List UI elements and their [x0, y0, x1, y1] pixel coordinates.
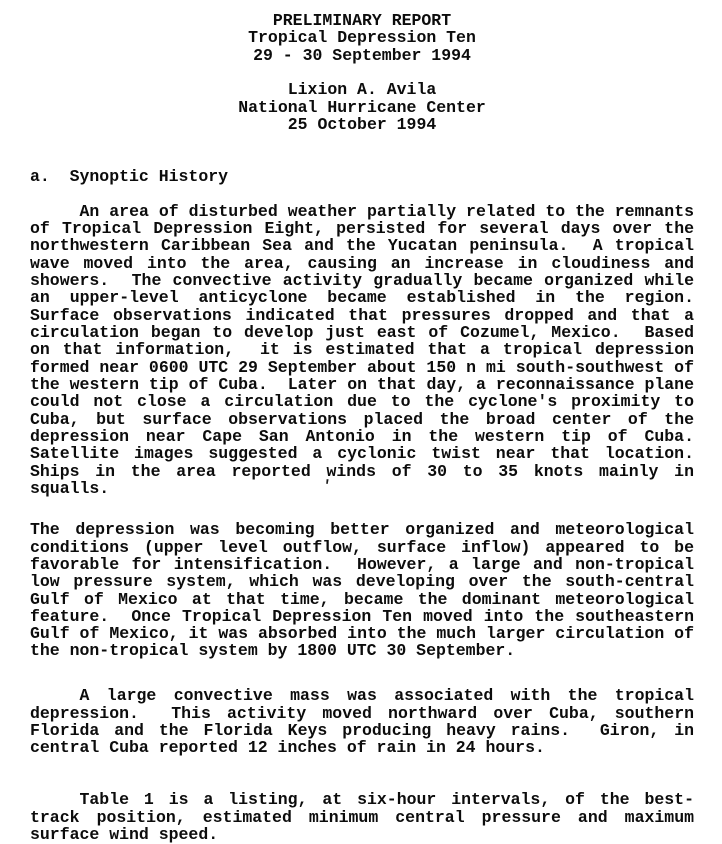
- report-line: Gulf of Mexico, it was absorbed into the much larger circulation of: [30, 624, 694, 644]
- report-line: surface wind speed.: [30, 824, 219, 844]
- report-header: [30, 12, 694, 133]
- paragraph: [30, 203, 694, 498]
- report-line: showers. The convective activity gradually became organized while: [30, 270, 694, 290]
- storm-name: Tropical Depression Ten: [248, 28, 476, 48]
- report-date: 25 October 1994: [287, 114, 437, 134]
- report-line: circulation began to develop just east of Cozumel, Mexico. Based: [30, 322, 694, 342]
- paragraph: [30, 791, 694, 843]
- report-line: track position, estimated minimum central pressure and maximum: [30, 807, 694, 827]
- report-line: feature. Once Tropical Depression Ten moved into the southeastern: [30, 606, 694, 626]
- report-line: depression near Cape San Antonio in the western tip of Cuba.: [30, 426, 694, 446]
- paragraph: [30, 687, 694, 756]
- report-line: Gulf of Mexico at that time, became the dominant meteorological: [30, 589, 694, 609]
- report-line: the non-tropical system by 1800 UTC 30 September.: [30, 641, 516, 661]
- report-line: an upper-level anticyclone became established in the region.: [30, 288, 694, 308]
- report-content: [30, 12, 694, 843]
- author-affiliation: National Hurricane Center: [238, 97, 486, 117]
- report-line: A large convective mass was associated with the tropical: [79, 686, 694, 706]
- report-line: Cuba, but surface observations placed the broad center of the: [30, 409, 694, 429]
- report-line: Surface observations indicated that pressures dropped and that a: [30, 305, 694, 325]
- report-line: wave moved into the area, causing an increase in cloudiness and: [30, 253, 694, 273]
- report-line: The depression was becoming better organized and meteorological: [30, 520, 694, 540]
- report-line: Florida and the Florida Keys producing heavy rains. Giron, in: [30, 720, 694, 740]
- report-line: on that information, it is estimated that a tropical depression: [30, 340, 694, 360]
- report-line: conditions (upper level outflow, surface inflow) appeared to be: [30, 537, 694, 557]
- report-body: [30, 203, 694, 844]
- report-line: depression. This activity moved northward over Cuba, southern: [30, 703, 694, 723]
- stray-mark: ': [320, 477, 333, 496]
- author-name: Lixion A. Avila: [287, 80, 437, 100]
- report-line: central Cuba reported 12 inches of rain in 24 hours.: [30, 738, 545, 758]
- report-line: formed near 0600 UTC 29 September about 150 n mi south-southwest of: [30, 357, 694, 377]
- report-line: the western tip of Cuba. Later on that day, a reconnaissance plane: [30, 374, 694, 394]
- report-type-title: PRELIMINARY REPORT: [272, 11, 452, 30]
- report-line: An area of disturbed weather partially related to the remnants: [79, 201, 694, 221]
- storm-dates: 29 - 30 September 1994: [253, 45, 471, 65]
- report-line: favorable for intensification. However, a large and non-tropical: [30, 554, 694, 574]
- report-line: Table 1 is a listing, at six-hour intervals, of the best-: [79, 790, 694, 810]
- report-line: northwestern Caribbean Sea and the Yucatan peninsula. A tropical: [30, 236, 694, 256]
- report-line: Satellite images suggested a cyclonic twist near that location.: [30, 444, 694, 464]
- report-line: could not close a circulation due to the cyclone's proximity to: [30, 392, 694, 412]
- report-line: low pressure system, which was developing over the south-central: [30, 572, 694, 592]
- paragraph: [30, 521, 694, 660]
- report-line: squalls.: [30, 478, 110, 498]
- section-heading: a. Synoptic History: [30, 166, 229, 186]
- report-line: Ships in the area reported winds of 30 to 35 knots mainly in: [30, 461, 694, 481]
- report-line: of Tropical Depression Eight, persisted for several days over the: [30, 218, 694, 238]
